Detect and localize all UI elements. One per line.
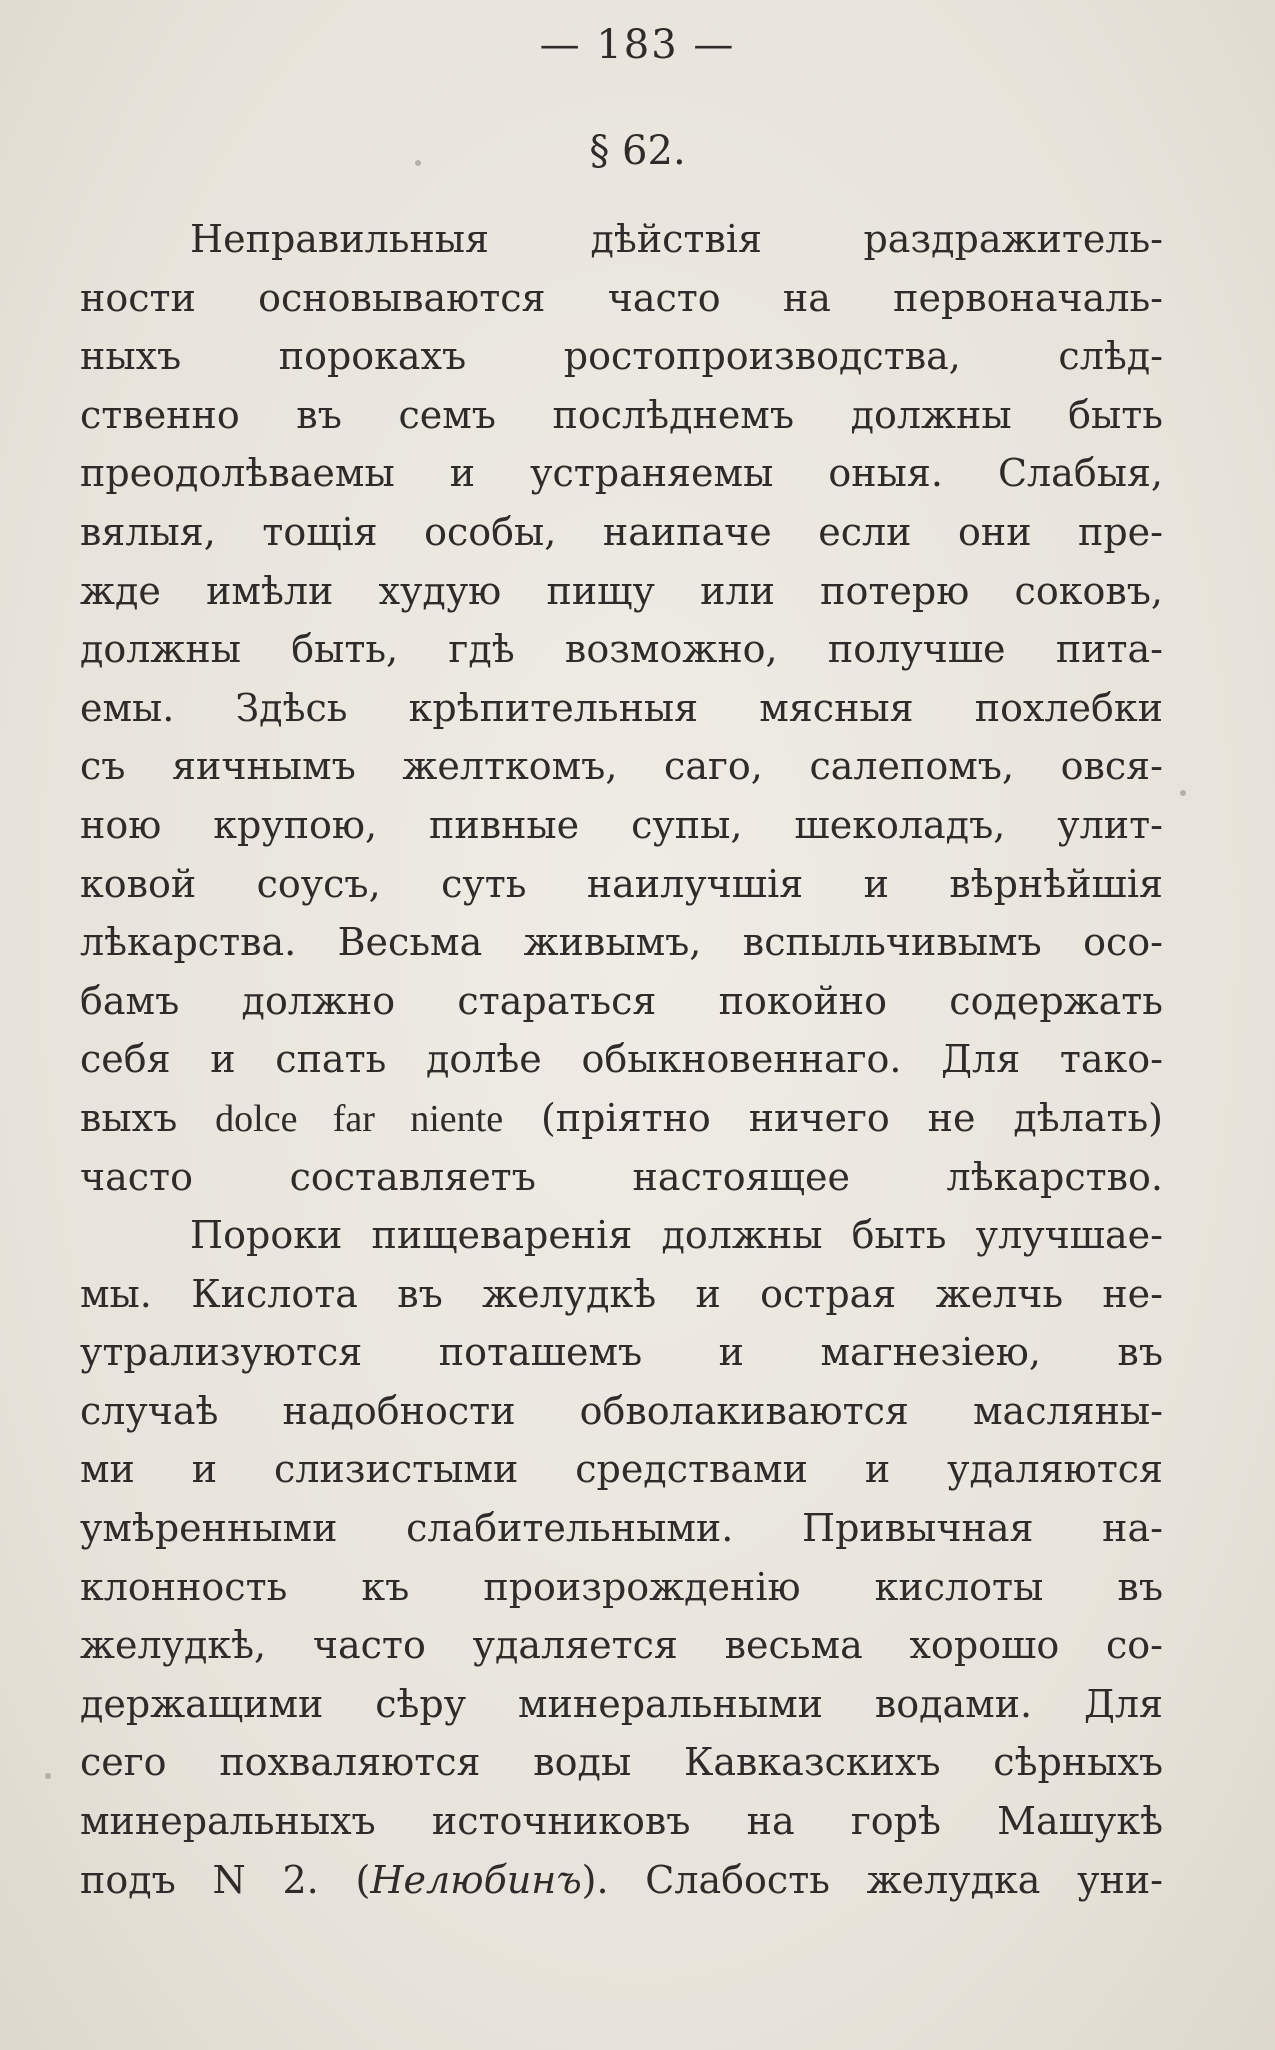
text-line: держащими сѣру минеральными водами. Для bbox=[80, 1681, 1163, 1726]
text-line: съ яичнымъ желткомъ, саго, салепомъ, овся- bbox=[80, 744, 1163, 789]
text-line: клонность къ произрожденію кислоты въ bbox=[80, 1564, 1163, 1609]
paper-speck bbox=[415, 160, 421, 166]
text-line: емы. Здѣсь крѣпительныя мясныя похлебки bbox=[80, 685, 1163, 730]
section-heading: § 62. bbox=[589, 128, 686, 174]
page-number-header: — 183 — bbox=[539, 22, 736, 68]
text-line: Неправильныя дѣйствія раздражитель- bbox=[190, 217, 1163, 261]
text-line: Пороки пищеваренія должны быть улучшае- bbox=[190, 1213, 1163, 1258]
paper-speck bbox=[45, 1773, 51, 1779]
text-line: сего похваляются воды Кавказскихъ сѣрныхъ bbox=[80, 1740, 1163, 1785]
text-line: подъ N 2. (Нелюбинъ). Слабость желудка уни- bbox=[80, 1857, 1163, 1902]
text-line: ми и слизистыми средствами и удаляются bbox=[80, 1447, 1163, 1492]
text-line: должны быть, гдѣ возможно, получше пита- bbox=[80, 627, 1163, 672]
text-line: себя и спать долѣе обыкновеннаго. Для тако- bbox=[80, 1037, 1163, 1082]
text-line: ныхъ порокахъ ростопроизводства, слѣд- bbox=[80, 334, 1163, 379]
text-line: мы. Кислота въ желудкѣ и острая желчь не- bbox=[80, 1271, 1163, 1316]
paper-speck bbox=[1180, 790, 1186, 796]
text-line: преодолѣваемы и устраняемы оныя. Слабыя, bbox=[80, 451, 1163, 496]
text-line: минеральныхъ источниковъ на горѣ Машукѣ bbox=[80, 1799, 1163, 1844]
body-text bbox=[80, 210, 1163, 1909]
latin-phrase: dolce far niente bbox=[215, 1097, 504, 1140]
text-line: часто составляетъ настоящее лѣкарство. bbox=[80, 1154, 1163, 1199]
text-line: утрализуются поташемъ и магнезіею, въ bbox=[80, 1330, 1163, 1375]
text-line: желудкѣ, часто удаляется весьма хорошо со- bbox=[80, 1623, 1163, 1668]
text-line: ковой соусъ, суть наилучшія и вѣрнѣйшія bbox=[80, 861, 1163, 906]
text-line: жде имѣли худую пищу или потерю соковъ, bbox=[80, 568, 1163, 613]
text-line: бамъ должно стараться покойно содержать bbox=[80, 978, 1163, 1023]
text-line: умѣренными слабительными. Привычная на- bbox=[80, 1506, 1163, 1551]
text-line: вялыя, тощія особы, наипаче если они пре- bbox=[80, 509, 1163, 554]
text-line: выхъ dolce far niente (пріятно ничего не дѣлать) bbox=[80, 1095, 1163, 1140]
text-line: ственно въ семъ послѣднемъ должны быть bbox=[80, 392, 1163, 437]
author-citation: Нелюбинъ bbox=[370, 1857, 582, 1902]
text-line: ною крупою, пивные супы, шеколадъ, улит- bbox=[80, 802, 1163, 847]
text-line: случаѣ надобности обволакиваются масляны- bbox=[80, 1388, 1163, 1433]
text-line: ности основываются часто на первоначаль- bbox=[80, 275, 1163, 320]
text-line: лѣкарства. Весьма живымъ, вспыльчивымъ осо- bbox=[80, 920, 1163, 965]
